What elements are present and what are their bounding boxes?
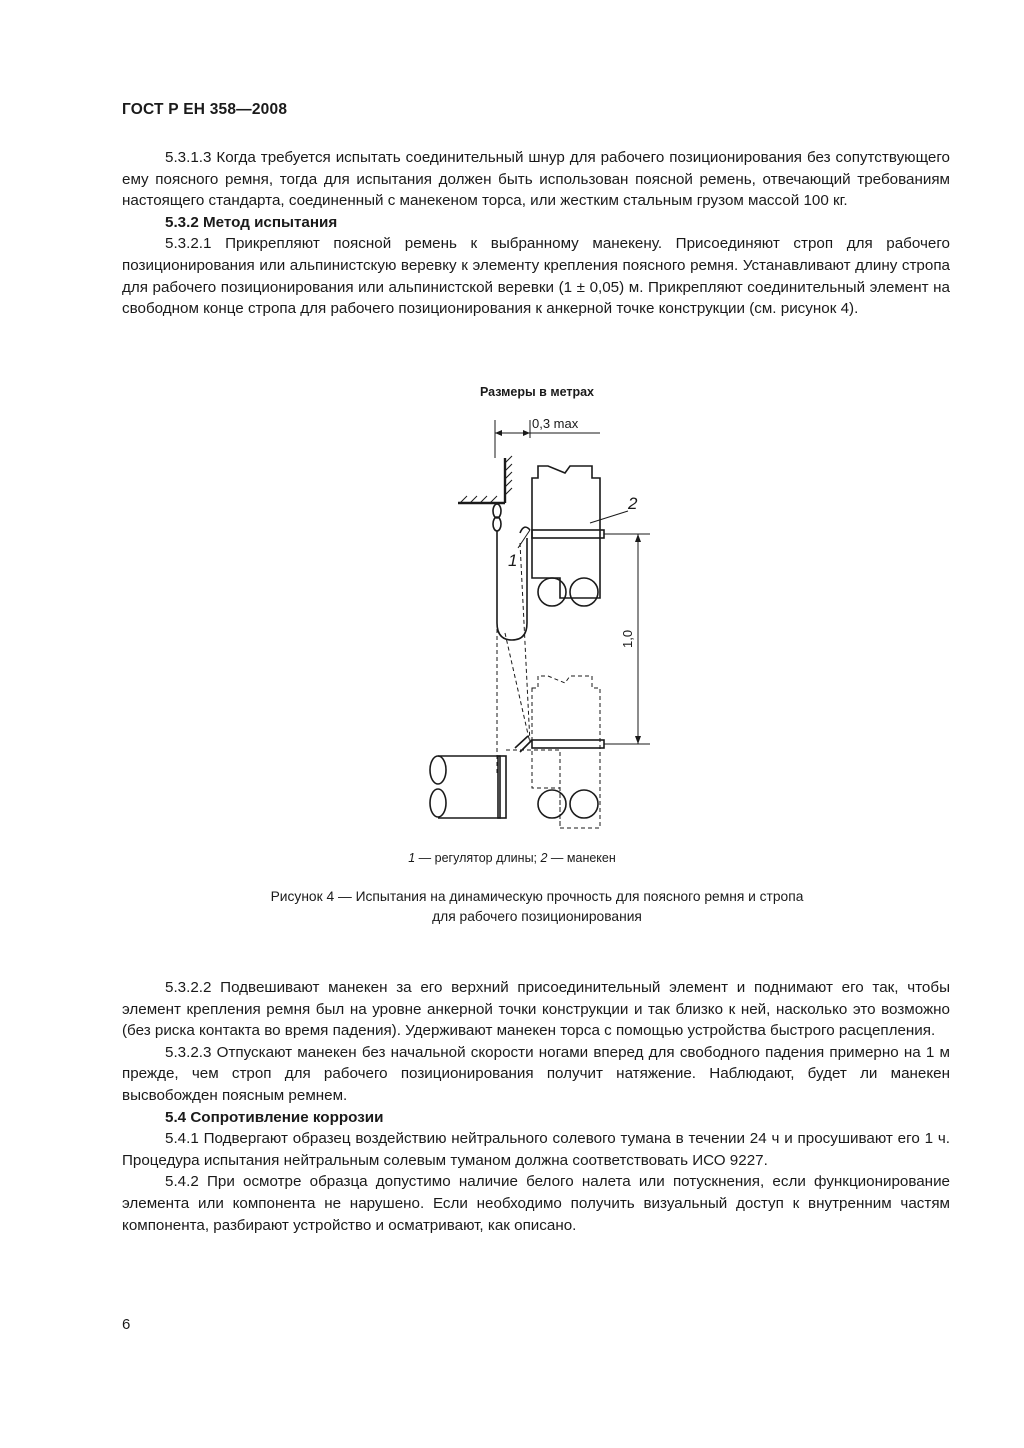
figure-caption bbox=[200, 887, 874, 927]
callout-2-leader bbox=[590, 511, 628, 523]
legend-1-number: 1 bbox=[408, 851, 416, 865]
dummy-lower-leg-right bbox=[570, 790, 598, 818]
paragraph-5-4-1: 5.4.1 Подвергают образец воздействию нейтрального солевого тумана в течении 24 ч и просушивают его 1 ч. Процедура испытания нейтральным солевым туманом должна соответствовать ИСО 9227. bbox=[122, 1130, 950, 1169]
callout-2: 2 bbox=[628, 494, 638, 513]
dummy-lower-belt bbox=[532, 740, 604, 748]
dim-arrow-right bbox=[523, 430, 530, 436]
legend-2-text: — манекен bbox=[547, 851, 616, 865]
paragraph-5-3-2-2: 5.3.2.2 Подвешивают манекен за его верхний присоединительный элемент и поднимают его так, чтобы элемент крепления ремня был на уровне анкерной точки конструкции и так близко к ней, насколько это возможно (без риска контакта во время падения). Удерживают манекен торса с помощью устройства быстрого расцепления. bbox=[122, 979, 950, 1040]
trajectory-loop bbox=[505, 633, 530, 743]
trajectory-lanyard bbox=[520, 543, 530, 743]
legend-1-text: — регулятор длины; bbox=[415, 851, 541, 865]
document-header: ГОСТ Р ЕН 358—2008 bbox=[122, 101, 288, 118]
legend-2-number: 2 bbox=[540, 851, 548, 865]
caption-line-2: для рабочего позиционирования bbox=[432, 909, 642, 924]
dummy-upper-torso bbox=[532, 466, 600, 598]
figure-4-drawing bbox=[420, 378, 660, 838]
callout-1: 1 bbox=[508, 551, 518, 570]
carabiner-link bbox=[493, 517, 501, 531]
dim-vertical-label: 1,0 bbox=[620, 629, 635, 648]
bottom-text-block bbox=[122, 977, 950, 1236]
fallen-torso-dashed bbox=[506, 750, 560, 828]
heading-5-3-2: 5.3.2 Метод испытания bbox=[165, 213, 338, 231]
dummy-upper-belt bbox=[532, 530, 604, 538]
dummy-lower-leg-left bbox=[538, 790, 566, 818]
fallen-leg-top bbox=[430, 756, 446, 784]
page-number: 6 bbox=[122, 1316, 131, 1333]
heading-5-4: 5.4 Сопротивление коррозии bbox=[165, 1108, 384, 1126]
dummy-upper-leg-left bbox=[538, 578, 566, 606]
dim-arrow-left bbox=[495, 430, 502, 436]
figure-legend bbox=[200, 851, 824, 865]
paragraph-5-3-2-1: 5.3.2.1 Прикрепляют поясной ремень к выбранному манекену. Присоединяют строп для рабочего позиционирования или альпинистскую веревку к элементу крепления поясного ремня. Устанавливают длину стропа для рабочего позиционирования или альпинистской веревки (1 ± 0,05) м. Прикрепляют соединительный элемент на свободном конце стропа для рабочего позиционирования к анкерной точке конструкции (см. рисунок 4). bbox=[122, 235, 950, 318]
dim-1-arrow-top bbox=[635, 534, 641, 542]
paragraph-5-4-2: 5.4.2 При осмотре образца допустимо наличие белого налета или потускнения, если функционирование элемента или компонента не нарушено. Если необходимо получить визуальный доступ к внутренним частям компонента, разбирают устройство и осматривают, как описано. bbox=[122, 1173, 950, 1234]
fallen-torso-outline bbox=[438, 756, 500, 818]
carabiner-top bbox=[493, 504, 501, 518]
paragraph-5-3-2-3: 5.3.2.3 Отпускают манекен без начальной скорости ногами вперед для свободного падения примерно на 1 м прежде, чем строп для рабочего позиционирования получит натяжение. Наблюдают, будет ли манекен высвобожден поясным ремнем. bbox=[122, 1043, 950, 1104]
dummy-upper-leg-right bbox=[570, 578, 598, 606]
top-text-block bbox=[122, 147, 950, 320]
paragraph-5-3-1-3: 5.3.1.3 Когда требуется испытать соединительный шнур для рабочего позиционирования без сопутствующего ему поясного ремня, тогда для испытания должен быть использован поясной ремень, отвечающий требованиям настоящего стандарта, соединенный с манекеном торса, или жестким стальным грузом массой 100 кг. bbox=[122, 149, 950, 210]
dim-top-label: 0,3 max bbox=[532, 416, 579, 431]
figure-units-note: Размеры в метрах bbox=[480, 385, 595, 399]
caption-line-1: Рисунок 4 — Испытания на динамическую прочность для поясного ремня и стропа bbox=[270, 889, 804, 904]
fallen-leg-bottom bbox=[430, 789, 446, 817]
dim-1-arrow-bottom bbox=[635, 736, 641, 744]
